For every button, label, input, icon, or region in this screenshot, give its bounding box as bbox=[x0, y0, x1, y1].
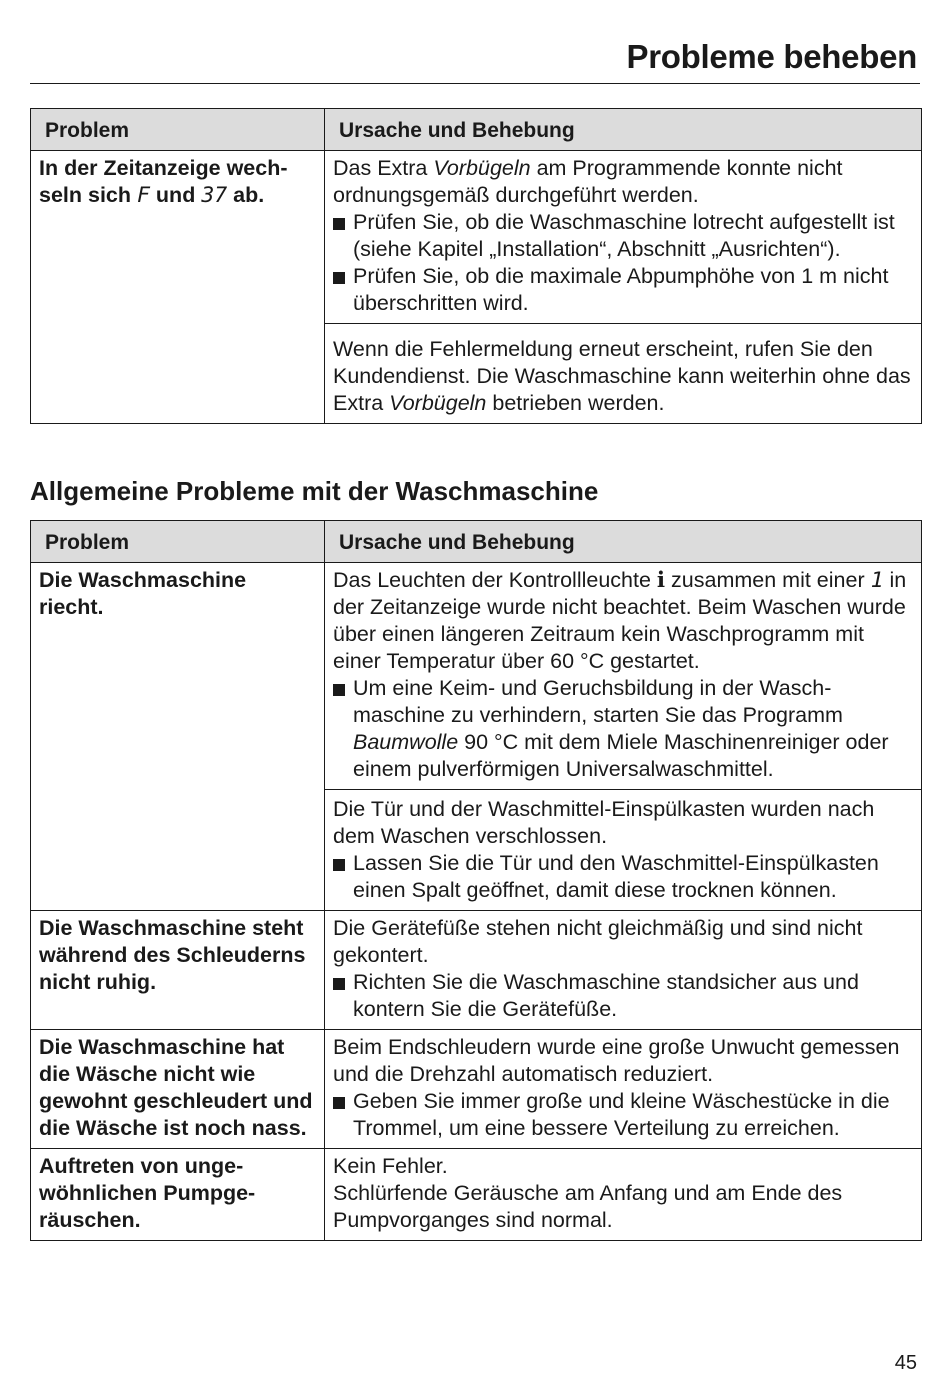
display-segment-f: F bbox=[137, 183, 150, 208]
cause-text-part: Das Extra bbox=[333, 156, 434, 180]
table-row bbox=[31, 1149, 922, 1241]
table-row bbox=[31, 151, 922, 324]
cause-cell bbox=[325, 151, 922, 324]
column-header-cause: Ursache und Behebung bbox=[325, 109, 922, 151]
remedy-bullet bbox=[333, 263, 913, 317]
table-row bbox=[31, 563, 922, 790]
remedy-bullet bbox=[333, 850, 913, 904]
problem-table-display bbox=[30, 108, 922, 424]
column-header-problem: Problem bbox=[31, 109, 325, 151]
remedy-bullet bbox=[333, 969, 913, 1023]
remedy-bullet bbox=[333, 675, 913, 783]
cause-cell bbox=[325, 1149, 922, 1241]
cause-text-part: zusammen mit einer bbox=[665, 568, 871, 592]
bullet-square-icon bbox=[333, 272, 345, 284]
cause-cell bbox=[325, 911, 922, 1030]
problem-text: ab. bbox=[227, 183, 265, 207]
cause-text-part: am Programmende konnte nicht ordnungsgemäß durchgeführt werden. bbox=[333, 156, 843, 207]
display-segment-1: 1 bbox=[870, 568, 884, 593]
problem-cell bbox=[31, 151, 325, 424]
program-name: Vorbügeln bbox=[433, 156, 531, 180]
column-header-problem: Problem bbox=[31, 521, 325, 563]
cause-text bbox=[333, 155, 913, 209]
remedy-text: Geben Sie immer große und kleine Wäschestücke in die Trommel, um eine bessere Verteilung zu erreichen. bbox=[353, 1089, 890, 1140]
problem-cell: Auftreten von ungewöhnlichen Pumpgeräuschen. bbox=[31, 1149, 325, 1241]
problem-text: In der Zeitanzeige wech- bbox=[39, 156, 288, 180]
cause-text-part: in der Zeitanzeige wurde nicht beachtet. Beim Waschen wurde über einen längeren Zeitraum kein Waschprogramm mit einer Temperatur über 60 °C gestartet. bbox=[333, 568, 907, 673]
remedy-text: 90 °C mit dem Miele Maschinenreiniger oder einem pulverförmigen Universalwaschmittel. bbox=[353, 730, 889, 781]
bullet-square-icon bbox=[333, 1097, 345, 1109]
program-name: Vorbügeln bbox=[389, 391, 487, 415]
table-row bbox=[31, 1030, 922, 1149]
bullet-square-icon bbox=[333, 978, 345, 990]
bullet-square-icon bbox=[333, 218, 345, 230]
cause-cell bbox=[325, 1030, 922, 1149]
table-row bbox=[31, 911, 922, 1030]
title-divider bbox=[30, 83, 920, 84]
cause-text bbox=[333, 567, 913, 675]
cause-cell bbox=[325, 324, 922, 424]
cause-text: Die Tür und der Waschmittel-Einspülkasten wurden nach dem Waschen verschlossen. bbox=[333, 797, 875, 848]
display-segment-37: 37 bbox=[201, 183, 228, 208]
table-header-row bbox=[31, 109, 922, 151]
remedy-text: Prüfen Sie, ob die maximale Abpumphöhe von 1 m nicht überschritten wird. bbox=[353, 264, 889, 315]
cause-text: Kein Fehler. bbox=[333, 1154, 448, 1178]
problem-cell: Die Waschmaschine steht während des Schleuderns nicht ruhig. bbox=[31, 911, 325, 1030]
page-title: Probleme beheben bbox=[626, 38, 917, 75]
page-number: 45 bbox=[894, 1352, 917, 1374]
problem-text: seln sich bbox=[39, 183, 137, 207]
info-icon: i bbox=[656, 568, 666, 593]
remedy-text: Prüfen Sie, ob die Waschmaschine lotrecht aufgestellt ist (siehe Kapitel „Installation“, Abschnitt „Ausrichten“). bbox=[353, 210, 895, 261]
remedy-bullet bbox=[333, 1088, 913, 1142]
table-header-row bbox=[31, 521, 922, 563]
remedy-text: Um eine Keim- und Geruchsbildung in der Waschmaschine zu verhindern, starten Sie das Programm bbox=[353, 676, 843, 727]
cause-cell bbox=[325, 563, 922, 790]
section-heading: Allgemeine Probleme mit der Waschmaschine bbox=[30, 476, 599, 506]
problem-table-general bbox=[30, 520, 922, 1241]
remedy-text: Richten Sie die Waschmaschine standsicher aus und kontern Sie die Gerätefüße. bbox=[353, 970, 859, 1021]
bullet-square-icon bbox=[333, 859, 345, 871]
cause-text-part: betrieben werden. bbox=[486, 391, 665, 415]
cause-text: Schlürfende Geräusche am Anfang und am Ende des Pumpvorganges sind normal. bbox=[333, 1181, 843, 1232]
cause-text: Die Gerätefüße stehen nicht gleichmäßig und sind nicht gekontert. bbox=[333, 916, 863, 967]
remedy-bullet bbox=[333, 209, 913, 263]
cause-text-part: Das Leuchten der Kontrollleuchte bbox=[333, 568, 657, 592]
column-header-cause: Ursache und Behebung bbox=[325, 521, 922, 563]
problem-cell: Die Waschmaschine riecht. bbox=[31, 563, 325, 911]
problem-cell: Die Waschmaschine hat die Wäsche nicht wie gewohnt geschleudert und die Wäsche ist noch nass. bbox=[31, 1030, 325, 1149]
cause-text-part: Wenn die Fehlermeldung erneut erscheint, rufen Sie den Kundendienst. Die Waschmaschine kann weiterhin ohne das Extra bbox=[333, 337, 911, 415]
problem-text: und bbox=[149, 183, 202, 207]
cause-cell bbox=[325, 790, 922, 911]
bullet-square-icon bbox=[333, 684, 345, 696]
remedy-text: Lassen Sie die Tür und den Waschmittel-Einspülkasten einen Spalt geöffnet, damit diese trocknen können. bbox=[353, 851, 879, 902]
cause-text: Beim Endschleudern wurde eine große Unwucht gemessen und die Drehzahl automatisch reduziert. bbox=[333, 1035, 900, 1086]
program-name: Baumwolle bbox=[353, 730, 459, 754]
